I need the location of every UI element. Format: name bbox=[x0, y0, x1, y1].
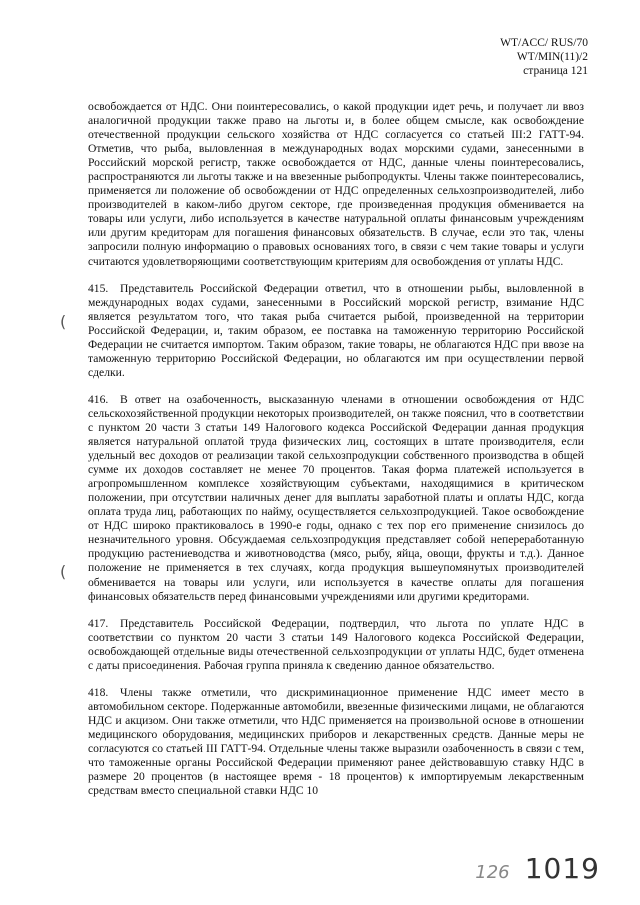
handwritten-page-annotation bbox=[475, 852, 600, 885]
document-symbol-1: WT/ACC/ RUS/70 bbox=[500, 37, 588, 49]
paragraph-415 bbox=[88, 282, 584, 380]
paragraph-text: Члены также отметили, что дискриминационное применение НДС имеет место в автомобильном секторе. Подержанные автомобили, ввезенные физическими лицами, не облагаются НДС и акцизом. Они также отметили, что НДС применяется на произвольной основе в отношении медицинского оборудования, медицинских приборов и лекарственных средств. Данные меры не согласуются со статьей III ГАТТ-94. Отдельные члены также выразили озабоченность в связи с тем, что таможенные органы Российской Федерации применяют ранее действовавшую ставку НДС в размере 20 процентов (в настоящее время - 18 процентов) к импортируемым лекарственным средствам вместо специальной ставки НДС 10 bbox=[88, 685, 584, 798]
paragraph-418 bbox=[88, 686, 584, 798]
paragraph-text: Представитель Российской Федерации ответил, что в отношении рыбы, выловленной в международных водах судами, занесенными в Российский морской регистр, взимание НДС является результатом того, что такая рыба считается рыбой, произведенной на территории Российской Федерации, и, таким образом, ее поставка на таможенную территорию Российской Федерации не считается импортом. Таким образом, такие товары, не облагаются НДС при ввозе на таможенную территорию Российской Федерации, но облагаются им при осуществлении первой сделки. bbox=[88, 281, 584, 379]
document-header bbox=[500, 36, 588, 78]
paragraph-number: 418. bbox=[88, 685, 109, 699]
paragraph-number: 415. bbox=[88, 281, 109, 295]
handwritten-number-faint: 126 bbox=[475, 862, 510, 883]
handwritten-number: 1019 bbox=[524, 852, 600, 885]
paragraph-417 bbox=[88, 617, 584, 673]
margin-bracket-mark: ( bbox=[60, 562, 67, 581]
paragraph-text: В ответ на озабоченность, высказанную членами в отношении освобождения от НДС сельскохозяйственной продукции некоторых производителей, он также пояснил, что в соответствии с пунктом 20 части 3 статьи 149 Налогового кодекса Российской Федерации данная продукция является натуральной оплатой труда физических лиц, состоящих в штате производителя, если удельный вес доходов от реализации такой сельхозпродукции собственного производства в общей сумме их доходов составляет не менее 70 процентов. Такая форма платежей используется в агропромышленном комплексе хозяйствующим субъектами, находящимися в критическом положении, при отсутствии наличных денег для выплаты заработной платы и оплаты НДС, когда оплата труда лиц, работающих по найму, осуществляется сельхозпродукцией. Такое освобождение от НДС широко практиковалось в 1990-е годы, однако с тех пор его применение снизилось до незначительного уровня. Обсуждаемая сельхозпродукция представляет собой непереработанную продукцию растениеводства и животноводства (мясо, рыбу, яйца, овощи, фрукты и т.д.). Данное положение не применяется в тех случаях, когда продукция вышеупомянутых производителей обменивается на товары или услуги, или используется в качестве оплаты для погашения финансовых обязательств перед финансовыми учреждениями или другими кредиторами. bbox=[88, 392, 584, 603]
paragraph-416 bbox=[88, 393, 584, 604]
margin-bracket-mark: ( bbox=[60, 312, 67, 331]
paragraph-continuation bbox=[88, 100, 584, 269]
document-body bbox=[88, 100, 584, 811]
document-symbol-2: WT/MIN(11)/2 bbox=[516, 51, 588, 63]
paragraph-text: Представитель Российской Федерации, подтвердил, что льгота по уплате НДС в соответствии со пунктом 20 части 3 статьи 149 Налогового кодекса Российской Федерации, освобождающей отдельные виды отечественной сельхозпродукции от уплаты НДС, будет отменена с даты присоединения. Рабочая группа приняла к сведению данное обязательство. bbox=[88, 616, 584, 672]
page-number: страница 121 bbox=[523, 65, 588, 77]
paragraph-text: освобождается от НДС. Они поинтересовались, о какой продукции идет речь, и получает ли ввоз аналогичной продукции также право на льготы и, в более общем смысле, как освобождение отечественной продукции сельского хозяйства от НДС согласуется со статьей III:2 ГАТТ-94. Отметив, что рыба, выловленная в международных водах морскими судами, занесенными в Российский морской регистр, также освобождается от НДС, данные члены поинтересовались, распространяются ли льготы также и на ввезенные рыбопродукты. Члены также поинтересовались, применяется ли положение об освобождении от НДС определенных сельхозпроизводителей, либо производителей в каком-либо другом секторе, где произведенная продукция обменивается на товары или услуги, либо используется в качестве натуральной оплаты финансовым учреждениям или другим кредиторам для погашения финансовых обязательств. В случае, если это так, члены запросили полную информацию о правовых основаниях того, в связи с чем такие товары и услуги считаются удовлетворяющими соответствующим критериям для освобождения от уплаты НДС. bbox=[88, 100, 584, 268]
paragraph-number: 416. bbox=[88, 392, 109, 406]
paragraph-number: 417. bbox=[88, 616, 109, 630]
